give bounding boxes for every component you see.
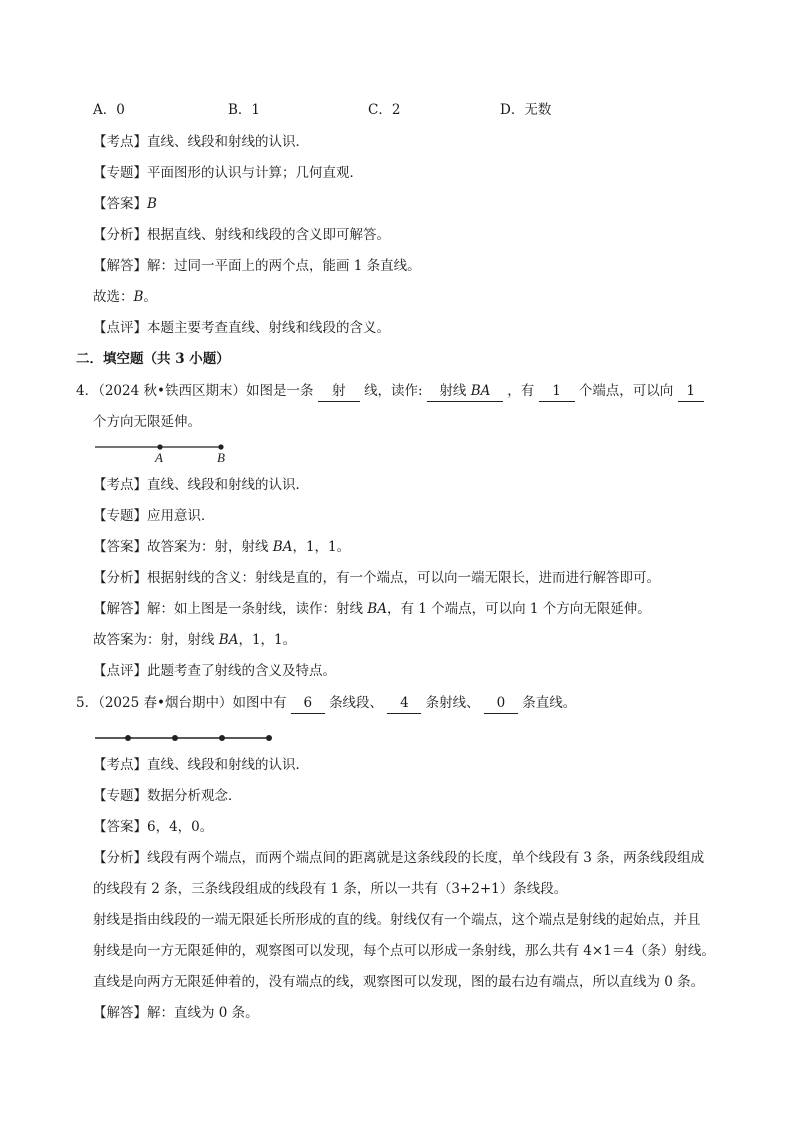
- q3-fenxi: [93, 225, 390, 245]
- q4-stem-cont: 个方向无限延伸。: [93, 414, 201, 430]
- guda-var: BA: [218, 632, 239, 648]
- q4-jieda: [93, 599, 651, 619]
- option-d: D．无数: [500, 102, 552, 118]
- q5-blank-3: 0: [484, 693, 518, 714]
- q4-stem-b: 线，读作:: [364, 383, 423, 399]
- q4-kaodian: [93, 475, 309, 495]
- q4-blank-2: [427, 381, 503, 402]
- fenxi-tag: 【分析】: [93, 570, 147, 586]
- q3-daan: [93, 194, 157, 214]
- q5-source: （2025 春•烟台期中）: [98, 695, 233, 711]
- jieda-var: BA: [367, 601, 387, 617]
- point-4: [266, 735, 272, 741]
- jieda-tag: 【解答】: [93, 601, 147, 617]
- fenxi-tag: 【分析】: [93, 227, 147, 243]
- label-b: B: [217, 450, 225, 465]
- guxuan-prefix: 故选：: [93, 289, 134, 305]
- kaodian-text: 直线、线段和射线的认识．: [147, 477, 309, 493]
- daan-b: ，1，1。: [292, 539, 351, 555]
- q5-stem-b: 条线段、: [329, 695, 384, 711]
- point-2: [172, 735, 178, 741]
- daan-a: 故答案为：射，射线: [147, 539, 273, 555]
- daan-var: BA: [272, 539, 293, 555]
- q4-stem-a: 如图是一条: [245, 383, 314, 399]
- guda-b: ，1，1。: [238, 632, 297, 648]
- q5-daan: [93, 817, 213, 837]
- fenxi-tag: 【分析】: [93, 850, 147, 866]
- dianping-tag: 【点评】: [93, 663, 147, 679]
- q4-stem-c: ，有: [507, 383, 535, 399]
- zhuanti-text: 数据分析观念．: [147, 788, 242, 804]
- daan-text: B: [147, 196, 157, 212]
- option-b: B．1: [228, 102, 261, 118]
- q5-segment-figure: [93, 731, 283, 745]
- zhuanti-text: 应用意识．: [147, 508, 215, 524]
- q5-jieda: [93, 1003, 259, 1023]
- kaodian-tag: 【考点】: [93, 477, 147, 493]
- kaodian-text: 直线、线段和射线的认识．: [147, 134, 309, 150]
- q5-fenxi-3: 射线是指由线段的一端无限延长所形成的直的线。射线仅有一个端点，这个端点是射线的起始点，并且: [93, 912, 701, 928]
- jieda-tag: 【解答】: [93, 258, 147, 274]
- kaodian-tag: 【考点】: [93, 134, 147, 150]
- point-b: [218, 444, 223, 449]
- jieda-b: ，有 1 个端点，可以向 1 个方向无限延伸。: [386, 601, 651, 617]
- point-3: [219, 735, 225, 741]
- q4-daan: [93, 537, 350, 557]
- dianping-text: 本题主要考查直线、射线和线段的含义。: [147, 320, 390, 336]
- q4-stem: [76, 381, 704, 402]
- q4-source: （2024 秋•铁西区期末）: [98, 383, 246, 399]
- section-heading: 二．填空题（共 3 小题）: [76, 351, 230, 367]
- q3-jieda: [93, 256, 421, 276]
- q5-blank-2: 4: [387, 693, 421, 714]
- q5-number: 5．: [76, 695, 99, 711]
- q3-dianping: [93, 318, 390, 338]
- option-a: A．0: [93, 102, 125, 118]
- q4-fenxi: [93, 568, 660, 588]
- q4-blank-1: 射: [318, 381, 360, 402]
- q4-guda: [93, 630, 296, 650]
- q5-fenxi: [93, 848, 704, 868]
- q4-blank-3: 1: [539, 381, 575, 402]
- dianping-tag: 【点评】: [93, 320, 147, 336]
- q3-kaodian: [93, 132, 309, 152]
- guxuan-value: B: [133, 289, 144, 305]
- jieda-a: 解：如上图是一条射线，读作：射线: [147, 601, 368, 617]
- q4-number: 4．: [76, 383, 99, 399]
- point-1: [125, 735, 131, 741]
- q5-stem-d: 条直线。: [522, 695, 577, 711]
- dianping-text: 此题考查了射线的含义及特点。: [147, 663, 336, 679]
- q4-blank-2-var: BA: [470, 383, 491, 399]
- q3-guxuan: [93, 287, 157, 307]
- guda-a: 故答案为：射，射线: [93, 632, 219, 648]
- q4-dianping: [93, 661, 336, 681]
- zhuanti-tag: 【专题】: [93, 508, 147, 524]
- zhuanti-tag: 【专题】: [93, 788, 147, 804]
- jieda-text: 解：直线为 0 条。: [147, 1005, 259, 1021]
- daan-tag: 【答案】: [93, 819, 147, 835]
- fenxi-line-1: 线段有两个端点，而两个端点间的距离就是这条线段的长度，单个线段有 3 条，两条线段组成: [147, 850, 705, 866]
- q5-fenxi-4: 射线是向一方无限延伸的，观察图可以发现，每个点可以形成一条射线，那么共有 4×1＝4（条）射线。: [93, 943, 715, 959]
- fenxi-text: 根据射线的含义：射线是直的，有一个端点，可以向一端无限长，进而进行解答即可。: [147, 570, 660, 586]
- q5-fenxi-2: 的线段有 2 条，三条线段组成的线段有 1 条，所以一共有（3+2+1）条线段。: [93, 881, 568, 897]
- kaodian-tag: 【考点】: [93, 757, 147, 773]
- option-c: C．2: [368, 102, 401, 118]
- q5-stem-c: 条射线、: [425, 695, 480, 711]
- daan-text: 6，4，0。: [147, 819, 214, 835]
- kaodian-text: 直线、线段和射线的认识．: [147, 757, 309, 773]
- daan-tag: 【答案】: [93, 196, 147, 212]
- label-a: A: [155, 450, 163, 465]
- q4-ray-figure: [93, 440, 243, 464]
- q5-stem-a: 如图中有: [232, 695, 287, 711]
- q5-stem: [76, 693, 576, 714]
- zhuanti-tag: 【专题】: [93, 165, 147, 181]
- q4-stem-d: 个端点，可以向: [578, 383, 674, 399]
- jieda-tag: 【解答】: [93, 1005, 147, 1021]
- point-a: [157, 444, 162, 449]
- q4-blank-4: 1: [678, 381, 704, 402]
- zhuanti-text: 平面图形的认识与计算；几何直观．: [147, 165, 363, 181]
- jieda-text: 解：过同一平面上的两个点，能画 1 条直线。: [147, 258, 421, 274]
- q5-fenxi-5: 直线是向两方无限延伸着的，没有端点的线，观察图可以发现，图的最右边有端点，所以直线为 0 条。: [93, 974, 705, 990]
- daan-tag: 【答案】: [93, 539, 147, 555]
- q5-zhuanti: [93, 786, 242, 806]
- q3-zhuanti: [93, 163, 363, 183]
- q4-blank-2-prefix: 射线: [439, 383, 471, 399]
- guxuan-suffix: 。: [143, 289, 157, 305]
- q4-zhuanti: [93, 506, 215, 526]
- q5-kaodian: [93, 755, 309, 775]
- fenxi-text: 根据直线、射线和线段的含义即可解答。: [147, 227, 390, 243]
- q5-blank-1: 6: [291, 693, 325, 714]
